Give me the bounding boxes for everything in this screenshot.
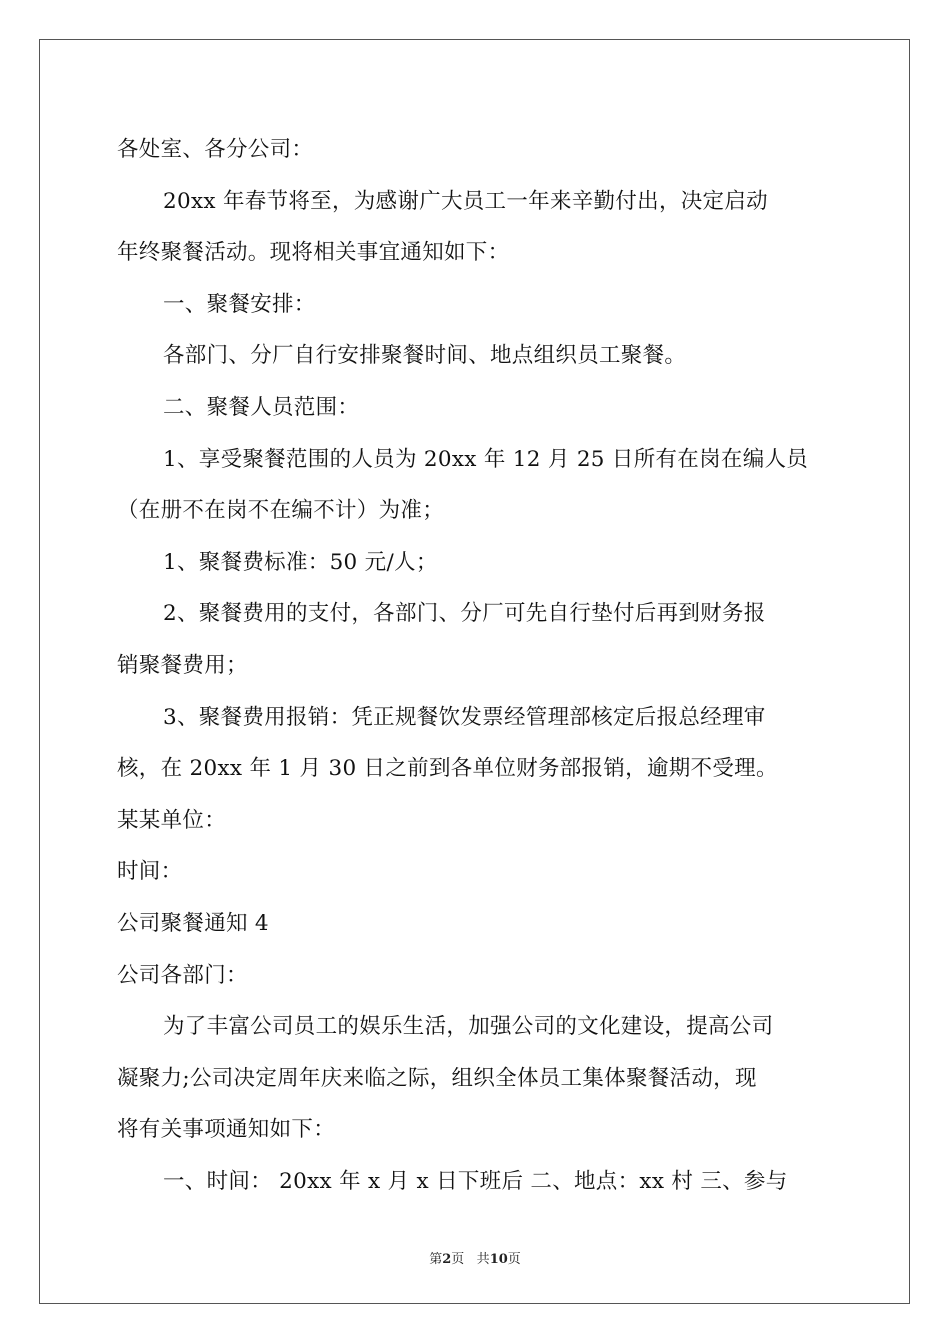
page-footer <box>0 1248 950 1267</box>
body-line: 3、聚餐费用报销：凭正规餐饮发票经管理部核定后报总经理审 <box>163 704 766 730</box>
section-heading: 二、聚餐人员范围： <box>163 394 360 420</box>
body-line: 销聚餐费用； <box>117 652 248 678</box>
body-line: 20xx 年春节将至，为感谢广大员工一年来辛勤付出，决定启动 <box>163 188 768 214</box>
body-line: 各部门、分厂自行安排聚餐时间、地点组织员工聚餐。 <box>163 343 687 369</box>
current-page-number: 2 <box>442 1252 452 1267</box>
body-line: 1、享受聚餐范围的人员为 20xx 年 12 月 25 日所有在岗在编人员 <box>163 446 809 472</box>
body-line: 核，在 20xx 年 1 月 30 日之前到各单位财务部报销，逾期不受理。 <box>117 756 778 782</box>
body-line: 为了丰富公司员工的娱乐生活，加强公司的文化建设，提高公司 <box>163 1014 774 1040</box>
total-suffix: 页 <box>507 1252 521 1267</box>
addressee: 公司各部门： <box>117 962 248 988</box>
body-line: 年终聚餐活动。现将相关事宜通知如下： <box>117 240 510 266</box>
body-line: 各处室、各分公司： <box>117 137 314 162</box>
signature-time: 时间： <box>117 859 183 885</box>
body-line: 凝聚力;公司决定周年庆来临之际，组织全体员工集体聚餐活动，现 <box>117 1065 757 1091</box>
section-heading: 一、聚餐安排： <box>163 291 316 317</box>
body-line: 一、时间： 20xx 年 x 月 x 日下班后 二、地点：xx 村 三、参与 <box>163 1168 788 1194</box>
document-body <box>117 124 833 1207</box>
body-line: 2、聚餐费用的支付，各部门、分厂可先自行垫付后再到财务报 <box>163 601 766 627</box>
notice-title: 公司聚餐通知 4 <box>117 910 269 936</box>
body-line: 将有关事项通知如下： <box>117 1117 336 1143</box>
body-line: （在册不在岗不在编不计）为准； <box>117 498 445 524</box>
total-pages-number: 10 <box>489 1252 508 1267</box>
body-line: 1、聚餐费标准：50 元/人； <box>163 549 438 575</box>
page-suffix: 页 <box>451 1252 465 1267</box>
total-prefix: 共 <box>476 1252 490 1267</box>
signature-unit: 某某单位： <box>117 807 227 833</box>
page-prefix: 第 <box>429 1252 443 1267</box>
